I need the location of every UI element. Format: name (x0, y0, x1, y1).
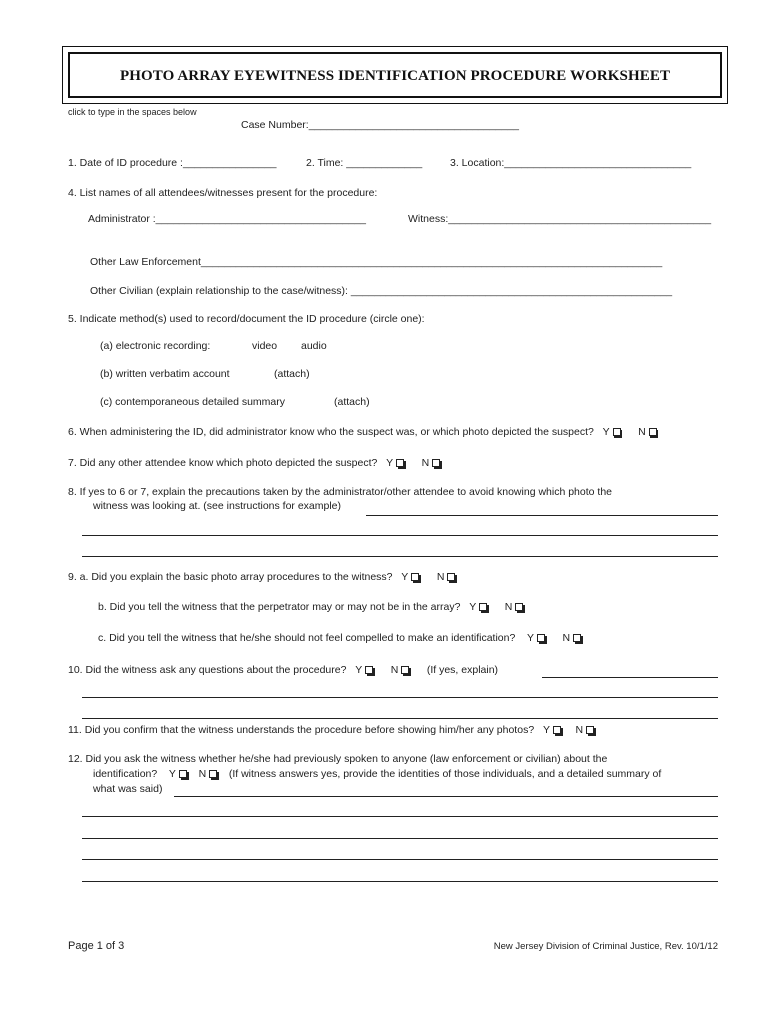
q9a-no-label: N (436, 571, 445, 583)
page-number: Page 1 of 3 (68, 940, 125, 952)
q10-yes-label: Y (355, 664, 363, 676)
q9c-yes-label: Y (527, 632, 535, 644)
q7-row (68, 457, 440, 469)
option-audio[interactable]: audio (301, 340, 327, 352)
q10-answer-line[interactable] (542, 677, 718, 678)
q6-no-checkbox[interactable] (649, 428, 657, 436)
q12-no-label: N (198, 768, 207, 780)
q12-line1: 12. Did you ask the witness whether he/she had previously spoken to anyone (law enforcement or civilian) about the (68, 753, 608, 765)
q11-text: 11. Did you confirm that the witness understands the procedure before showing him/her any photos? (68, 724, 535, 736)
q5b-label[interactable]: (b) written verbatim account (100, 368, 230, 380)
q10-text: 10. Did the witness ask any questions about the procedure? (68, 664, 347, 676)
q9a-yes-checkbox[interactable] (411, 573, 419, 581)
q9c-row (98, 632, 581, 644)
hint-text: click to type in the spaces below (68, 107, 197, 117)
q5a-label: (a) electronic recording: (100, 340, 211, 352)
q9a-no-checkbox[interactable] (447, 573, 455, 581)
q7-no-label: N (421, 457, 430, 469)
q10-explain-label: (If yes, explain) (426, 664, 499, 676)
q6-no-label: N (638, 426, 646, 438)
q11-row (68, 724, 594, 736)
option-video[interactable]: video (252, 340, 278, 352)
q8-answer-line[interactable] (82, 535, 718, 536)
footer-org: New Jersey Division of Criminal Justice, Rev. 10/1/12 (493, 941, 718, 952)
q9c-no-checkbox[interactable] (573, 634, 581, 642)
q8-answer-line[interactable] (82, 556, 718, 557)
q5c-attach: (attach) (334, 396, 370, 408)
q8-answer-line[interactable] (366, 515, 718, 516)
q9a-yes-label: Y (401, 571, 409, 583)
q7-yes-label: Y (386, 457, 394, 469)
q11-no-checkbox[interactable] (586, 726, 594, 734)
q12-answer-line[interactable] (82, 816, 718, 817)
q9c-yes-checkbox[interactable] (537, 634, 545, 642)
q9b-yes-label: Y (469, 601, 477, 613)
q5c-label[interactable]: (c) contemporaneous detailed summary (100, 396, 286, 408)
q9c-no-label: N (562, 632, 571, 644)
q9b-no-label: N (504, 601, 513, 613)
q9c-text: c. Did you tell the witness that he/she should not feel compelled to make an identification? (98, 632, 516, 644)
witness-field[interactable]: Witness:_____________________________________________ (408, 213, 712, 225)
q12-line3: what was said) (93, 783, 163, 795)
q6-row (68, 426, 657, 438)
other-law-enforcement-field[interactable]: Other Law Enforcement_______________________________________________________________________________ (90, 256, 663, 268)
q10-row (68, 664, 498, 676)
q10-no-label: N (390, 664, 399, 676)
q6-yes-label: Y (602, 426, 610, 438)
q5b-attach: (attach) (274, 368, 310, 380)
q10-answer-line[interactable] (82, 697, 718, 698)
q7-text: 7. Did any other attendee know which photo depicted the suspect? (68, 457, 378, 469)
q10-no-checkbox[interactable] (401, 666, 409, 674)
case-number-field[interactable]: Case Number:____________________________________ (241, 119, 519, 131)
q11-yes-label: Y (542, 724, 550, 736)
title-box (62, 46, 728, 104)
q9b-yes-checkbox[interactable] (479, 603, 487, 611)
q8-line2: witness was looking at. (see instructions for example) (93, 500, 342, 512)
q12-answer-line[interactable] (82, 881, 718, 882)
q12-no-checkbox[interactable] (209, 770, 217, 778)
q12-line2-text: identification? (93, 768, 158, 780)
q11-yes-checkbox[interactable] (553, 726, 561, 734)
q5-label: 5. Indicate method(s) used to record/document the ID procedure (circle one): (68, 313, 425, 325)
time-field[interactable]: 2. Time: _____________ (306, 157, 423, 169)
date-field[interactable]: 1. Date of ID procedure :________________ (68, 157, 277, 169)
q9b-row (98, 601, 523, 613)
q9b-text: b. Did you tell the witness that the perpetrator may or may not be in the array? (98, 601, 461, 613)
q12-yes-checkbox[interactable] (179, 770, 187, 778)
q12-line2 (93, 768, 661, 780)
q8-line1: 8. If yes to 6 or 7, explain the precautions taken by the administrator/other attendee to avoid knowing which photo the (68, 486, 613, 498)
q6-yes-checkbox[interactable] (613, 428, 621, 436)
administrator-field[interactable]: Administrator :____________________________________ (88, 213, 366, 225)
q10-answer-line[interactable] (82, 718, 718, 719)
q12-answer-line[interactable] (82, 859, 718, 860)
q12-answer-line[interactable] (82, 838, 718, 839)
q6-text: 6. When administering the ID, did administrator know who the suspect was, or which photo depicted the suspect? (68, 426, 594, 438)
q12-line2-note: (If witness answers yes, provide the identities of those individuals, and a detailed summary of (228, 768, 662, 780)
q7-no-checkbox[interactable] (432, 459, 440, 467)
page-title: PHOTO ARRAY EYEWITNESS IDENTIFICATION PROCEDURE WORKSHEET (68, 52, 722, 98)
q11-no-label: N (575, 724, 584, 736)
q7-yes-checkbox[interactable] (396, 459, 404, 467)
other-civilian-field[interactable]: Other Civilian (explain relationship to the case/witness): _______________________________________________________ (90, 285, 673, 297)
q9a-text: 9. a. Did you explain the basic photo array procedures to the witness? (68, 571, 393, 583)
q10-yes-checkbox[interactable] (365, 666, 373, 674)
q9b-no-checkbox[interactable] (515, 603, 523, 611)
location-field[interactable]: 3. Location:________________________________ (450, 157, 692, 169)
q12-yes-label: Y (168, 768, 176, 780)
q4-label: 4. List names of all attendees/witnesses present for the procedure: (68, 187, 378, 199)
q12-answer-line[interactable] (174, 796, 718, 797)
q9a-row (68, 571, 455, 583)
